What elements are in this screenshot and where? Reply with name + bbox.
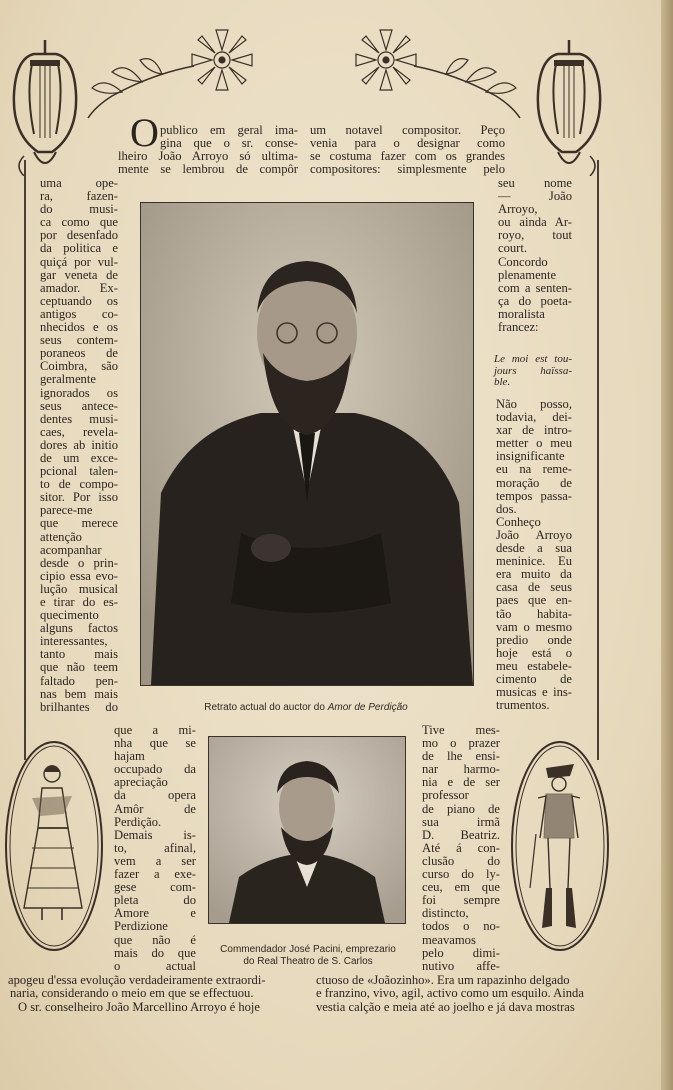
text-line: pleta do [114,893,196,908]
text-line: caes, revela- [40,424,118,439]
text-line: ignorados os [40,385,118,400]
text-line: e tirar do es- [40,595,118,609]
bottom-right-paragraph [316,974,612,1014]
text-line: gina que o sr. conse- [160,136,298,151]
text-line: Tive mes- [422,723,500,737]
text-line: ceu, em que [422,880,500,895]
text-line: royo, tout [498,228,572,243]
text-line: attenção [40,529,82,544]
caption-line-2: do Real Theatro de S. Carlos [243,955,373,967]
text-line: sitor. Por isso [40,490,118,505]
lyre-ornament-top-right [528,34,610,176]
text-line: francez: [498,320,539,335]
text-line: ca como que [40,215,118,230]
text-line: to, afinal, [114,840,196,855]
lyre-ornament-top-left [4,34,86,176]
text-line: seus contem- [40,333,118,348]
text-line: eu na reme- [496,462,572,477]
text-line: professor [422,788,469,803]
text-line: se costuma fazer com os grandes [310,149,505,164]
text-line: vestia calção e meia até ao joelho e já dava mostras [316,999,575,1014]
text-line: tanto mais [40,647,118,662]
text-line: meu estabele- [496,658,572,673]
text-line: alguns factos [40,621,118,636]
woman-figure-medallion [2,738,106,954]
text-line: com a senten- [498,280,572,295]
text-line: Perdizione [114,919,168,934]
text-line: casa de seus [496,580,572,595]
text-line: quecimento [40,608,99,623]
text-line: court. [498,241,528,256]
text-line: hajam [114,749,145,764]
text-line: gar veneta de [40,267,118,282]
text-line: e franzino, vivo, agil, activo como um esquilo. Ainda [316,986,584,1001]
text-line: interessantes, [40,634,108,649]
text-line: Até á con- [422,840,500,855]
text-line: Amôr de [114,801,196,816]
text-line: xar de intro- [496,423,572,438]
text-line: clusão do [422,853,500,868]
text-line: metter o meu [496,436,572,451]
right-column-text-2 [496,398,572,712]
text-line: Coimbra, são [40,359,118,374]
text-line: nia e de ser [422,775,500,790]
text-line: todavia, dei- [496,410,572,425]
text-line: de um exce- [40,450,118,465]
text-line: ble. [494,376,511,388]
text-line: do musi- [40,202,118,217]
text-line: venia para o designar como [310,136,505,151]
text-line: Concordo [498,254,548,269]
text-line: foi sempre [422,893,500,908]
author-portrait-caption [140,702,472,714]
text-line: Le moi est tou- [494,353,572,365]
pacini-portrait-caption [196,944,420,967]
text-line: curso do ly- [422,867,500,882]
text-line: sua irmã [422,814,500,829]
text-line: lheiro João Arroyo só ultima- [118,149,298,163]
text-line: lução musical [40,581,118,596]
caption-line-1: Commendador José Pacini, emprezario [220,944,396,955]
intro-left-text-wide [118,150,298,176]
text-line: amador. Ex- [40,280,118,295]
intro-left-text [160,124,298,150]
text-line: de lhe ensi- [422,749,500,764]
text-line: tão habita- [496,606,572,621]
text-line: mente se lembrou de compôr [118,162,298,177]
text-line: — João [498,189,572,204]
text-line: fazer a exe- [114,867,196,882]
text-line: occupado da [114,762,196,777]
text-line: apreciação [114,775,168,790]
text-line: plenamente [498,267,557,282]
page-binding-edge [661,0,673,1090]
caption-title: Amor de Perdição [327,702,408,713]
text-line: poraneos de [40,346,118,361]
text-line: compositores: simplesmente pelo [310,162,505,177]
text-line: João Arroyo [496,527,572,542]
bottom-left-paragraph [8,974,304,1014]
soldier-figure-medallion [508,738,612,954]
intro-right-text [310,124,505,176]
text-line: ou ainda Ar- [498,215,572,230]
text-line: O sr. conselheiro João Marcellino Arroyo é hoje [18,999,261,1014]
text-line: antigos co- [40,306,118,321]
text-line: hoje está o [496,645,572,660]
text-line: que não é [114,932,196,947]
text-line: ceptuando os [40,293,118,308]
right-frame-line [597,160,599,760]
text-line: naria, considerando o meio em que se effectuou. [10,986,254,1001]
passion-flower-ornament-left [82,26,258,122]
text-line: uma ope- [40,176,118,190]
text-line: Arroyo, [498,202,538,217]
text-line: desde a sua [496,541,572,556]
text-line: um notavel compositor. Peço [310,123,505,137]
caption-text: Retrato actual do auctor do [204,702,328,713]
text-line: gese com- [114,880,196,895]
quote-text [494,354,572,389]
text-line: desde o prin- [40,555,118,570]
text-line: ra, fazen- [40,189,118,204]
text-line: Amore e [114,906,196,921]
text-line: seu nome [498,176,572,190]
text-line: meninice. Eu [496,554,572,569]
author-portrait-photo [140,202,474,686]
text-line: paes que en- [496,593,572,608]
text-line: ctuoso de «Joãozinho». Era um rapazinho delgado [316,973,570,987]
text-line: tempos passa- [496,488,572,503]
text-line: apogeu d'essa evolução verdadeiramente extraordi- [8,973,266,987]
right-column-text [498,177,572,334]
text-line: brilhantes do [40,699,118,714]
text-line: que merece [40,516,118,531]
text-line: predio onde [496,632,572,647]
passion-flower-ornament-right [350,26,526,122]
text-line: ça do poeta- [498,293,572,308]
text-line: dos. [496,501,517,516]
text-line: geralmente [40,372,96,387]
text-line: da politica e [40,241,118,256]
text-line: to de compo- [40,477,118,492]
text-line: nar harmo- [422,762,500,777]
text-line: pelo dimi- [422,945,500,960]
text-line: cipio essa evo- [40,568,118,583]
text-line: o actual [114,958,196,973]
text-line: acompanhar [40,542,102,557]
drop-cap: O [130,110,159,155]
text-line: era muito da [496,567,572,582]
text-line: distincto, [422,906,469,921]
text-line: jours haïssa- [494,364,572,377]
text-line: Demais is- [114,827,196,842]
text-line: Perdição. [114,814,162,829]
text-line: publico em geral ima- [160,123,298,137]
text-line: que não teem [40,660,118,675]
text-line: mo o prazer [422,736,500,751]
text-line: parece-me [40,503,93,518]
text-line: mais do que [114,945,196,960]
text-line: Não posso, [496,397,572,411]
text-line: trumentos. [496,698,550,713]
text-line: nhecidos e os [40,320,118,335]
text-line: todos o no- [422,919,500,934]
text-line: meavamos [422,932,476,947]
left-column-text [40,177,118,714]
text-line: insignificante [496,449,565,464]
text-line: que a mi- [114,723,196,737]
text-line: vem a ser [114,853,196,868]
middle-right-column-text [422,724,500,973]
text-line: musicas e ins- [496,685,572,700]
text-line: por desenfado [40,228,118,243]
text-line: da opera [114,788,196,803]
text-line: dores ab initio [40,437,118,452]
text-line: Conheço [496,514,541,529]
text-line: seus antece- [40,398,118,413]
text-line: de piano de [422,801,500,816]
text-line: quiçá por vul- [40,254,118,269]
text-line: faltado pen- [40,673,118,688]
middle-left-column-text [114,724,196,973]
text-line: vam o mesmo [496,619,572,634]
text-line: dentes musi- [40,411,118,426]
text-line: D. Beatriz. [422,827,500,842]
text-line: pcional talen- [40,464,118,479]
text-line: moralista [498,306,545,321]
left-frame-line [24,160,26,760]
text-line: nha que se [114,736,196,751]
text-line: nas bem mais [40,686,118,701]
pacini-portrait-photo [208,736,406,924]
text-line: nutivo affe- [422,958,500,973]
text-line: cimento de [496,671,572,686]
text-line: moração de [496,475,572,490]
